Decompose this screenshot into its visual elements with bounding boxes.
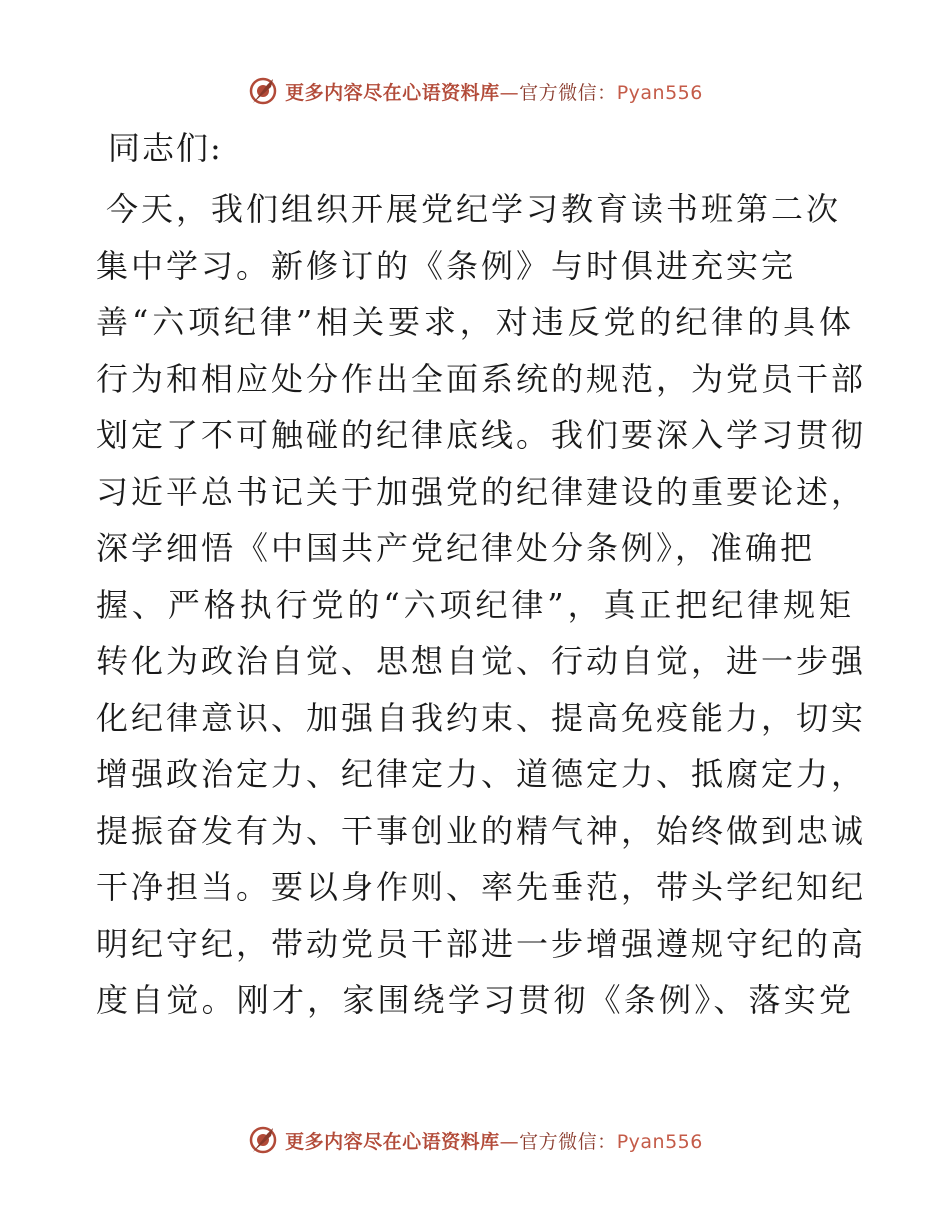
paragraph-line: 增强政治定力、纪律定力、道德定力、抵腐定力， [96, 755, 867, 793]
paragraph-line: 行为和相应处分作出全面系统的规范，为党员干部 [96, 359, 867, 398]
paragraph-line: 握、严格执行党的“六项纪律”，真正把纪律规矩 [96, 585, 854, 624]
paragraph-line: 提振奋发有为、干事创业的精气神，始终做到忠诚 [96, 811, 867, 850]
paragraph-line: 习近平总书记关于加强党的纪律建设的重要论述， [96, 472, 867, 511]
banner-wechat-handle: Pyan556 [616, 1130, 703, 1153]
paragraph-line: 化纪律意识、加强自我约束、提高免疫能力，切实 [96, 698, 867, 737]
paragraph-line: 明纪守纪，带动党员干部进一步增强遵规守纪的高 [96, 924, 867, 963]
paragraph-line: 度自觉。刚才，家围绕学习贯彻《条例》、落实党 [96, 981, 854, 1019]
paragraph-line: 集中学习。新修订的《条例》与时俱进充实完 [96, 246, 797, 285]
quill-pen-circle-logo-icon [247, 75, 279, 107]
banner-separator: — [499, 81, 520, 104]
paragraph-line: 干净担当。要以身作则、率先垂范，带头学纪知纪 [96, 868, 867, 906]
banner-wechat-handle: Pyan556 [616, 81, 703, 104]
footer-banner [0, 1120, 950, 1160]
paragraph-line: 今天，我们组织开展党纪学习教育读书班第二次 [106, 190, 842, 228]
paragraph-line: 善“六项纪律”相关要求，对违反党的纪律的具体 [96, 303, 854, 341]
quill-pen-circle-logo-icon [247, 1124, 279, 1156]
banner-wechat-label: 官方微信： [519, 81, 617, 104]
header-banner [0, 71, 950, 111]
banner-site-text: 更多内容尽在心语资料库 [285, 1130, 500, 1153]
document-body [96, 125, 867, 1029]
banner-separator: — [499, 1130, 520, 1153]
paragraph-line: 转化为政治自觉、思想自觉、行动自觉，进一步强 [96, 642, 867, 680]
paragraph-line: 深学细悟《中国共产党纪律处分条例》，准确把 [96, 529, 816, 567]
greeting: 同志们: [108, 129, 223, 167]
banner-site-text: 更多内容尽在心语资料库 [285, 81, 500, 104]
paragraph-line: 划定了不可触碰的纪律底线。我们要深入学习贯彻 [96, 416, 867, 454]
banner-wechat-label: 官方微信： [519, 1130, 617, 1153]
